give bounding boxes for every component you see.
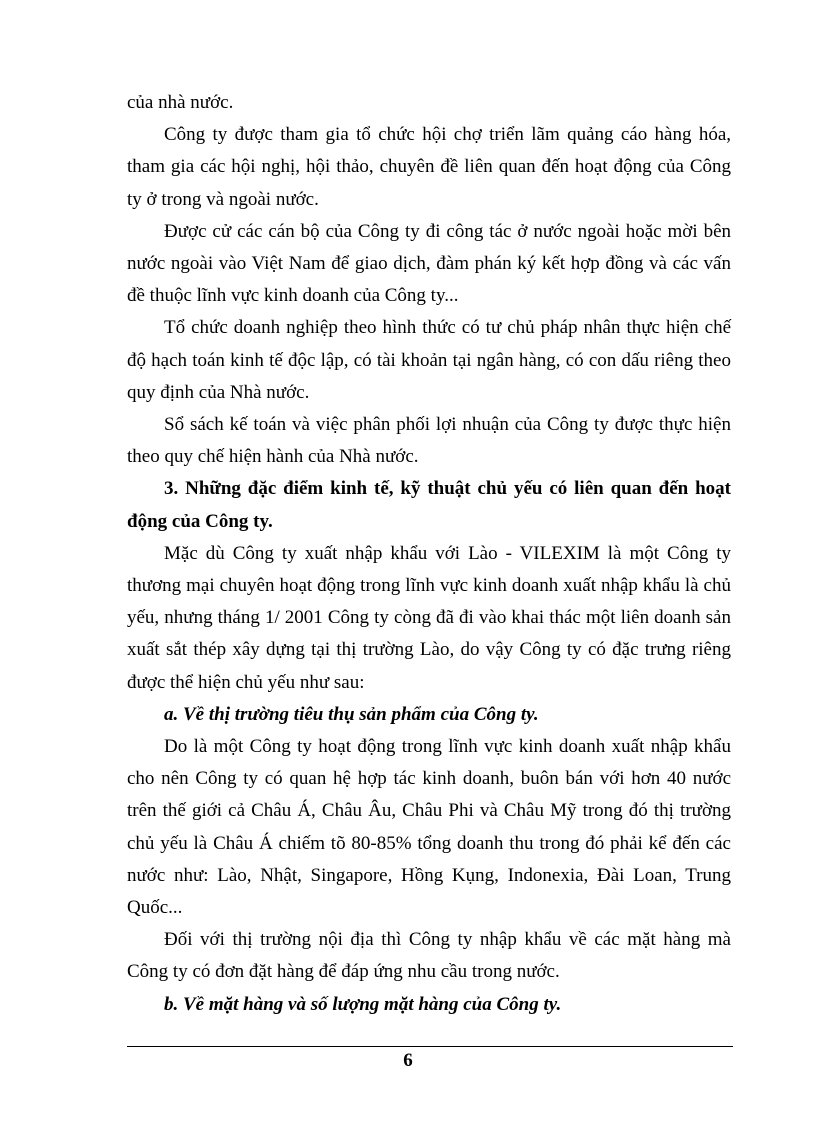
paragraph-domestic-market: Đối với thị trường nội địa thì Công ty nhập khẩu về các mặt hàng mà Công ty có đơn đặt hàng để đáp ứng nhu cầu trong nước. [127, 929, 731, 983]
section-heading-3: 3. Những đặc điểm kinh tế, kỹ thuật chủ yếu có liên quan đến hoạt động của Công ty. [127, 478, 731, 532]
page-number: 6 [403, 1050, 413, 1071]
paragraph-trade-fairs: Công ty được tham gia tổ chức hội chợ triển lãm quảng cáo hàng hóa, tham gia các hội nghị, hội thảo, chuyên đề liên quan đến hoạt động của Công ty ở trong và ngoài nước. [127, 124, 731, 210]
subheading-b-products: b. Về mặt hàng và số lượng mặt hàng của Công ty. [164, 993, 562, 1015]
subheading-a-market: a. Về thị trường tiêu thụ sản phẩm của Công ty. [164, 703, 539, 725]
paragraph-staff-abroad: Được cử các cán bộ của Công ty đi công tác ở nước ngoài hoặc mời bên nước ngoài vào Việt Nam để giao dịch, đàm phán ký kết hợp đồng và các vấn đề thuộc lĩnh vực kinh doanh của Công ty... [127, 220, 731, 307]
paragraph-vilexim-overview: Mặc dù Công ty xuất nhập khẩu với Lào - VILEXIM là một Công ty thương mại chuyên hoạt động trong lĩnh vực kinh doanh xuất nhập khẩu là chủ yếu, nhưng tháng 1/ 2001 Công ty còng đã đi vào khai thác một liên doanh sản xuất sắt thép xây dựng tại thị trường Lào, do vậy Công ty có đặc trưng riêng được thể hiện chủ yếu như sau: [127, 542, 731, 693]
paragraph-accounting: Sổ sách kế toán và việc phân phối lợi nhuận của Công ty được thực hiện theo quy chế hiện hành của Nhà nước. [127, 414, 731, 468]
paragraph-export-markets: Do là một Công ty hoạt động trong lĩnh vực kinh doanh xuất nhập khẩu cho nên Công ty có quan hệ hợp tác kinh doanh, buôn bán với hơn 40 nước trên thế giới cả Châu Á, Châu Âu, Châu Phi và Châu Mỹ trong đó thị trường chủ yếu là Châu Á chiếm tõ 80-85% tổng doanh thu trong đó phải kể đến các nước như: Lào, Nhật, Singapore, Hồng Kụng, Indonexia, Đài Loan, Trung Quốc... [127, 736, 731, 919]
paragraph-continuation: của nhà nước. [127, 92, 234, 113]
paragraph-legal-entity: Tổ chức doanh nghiệp theo hình thức có tư chủ pháp nhân thực hiện chế độ hạch toán kinh tế độc lập, có tài khoản tại ngân hàng, có con dấu riêng theo quy định của Nhà nước. [127, 317, 731, 403]
footer-divider [127, 1046, 733, 1047]
body-text [127, 87, 731, 1021]
